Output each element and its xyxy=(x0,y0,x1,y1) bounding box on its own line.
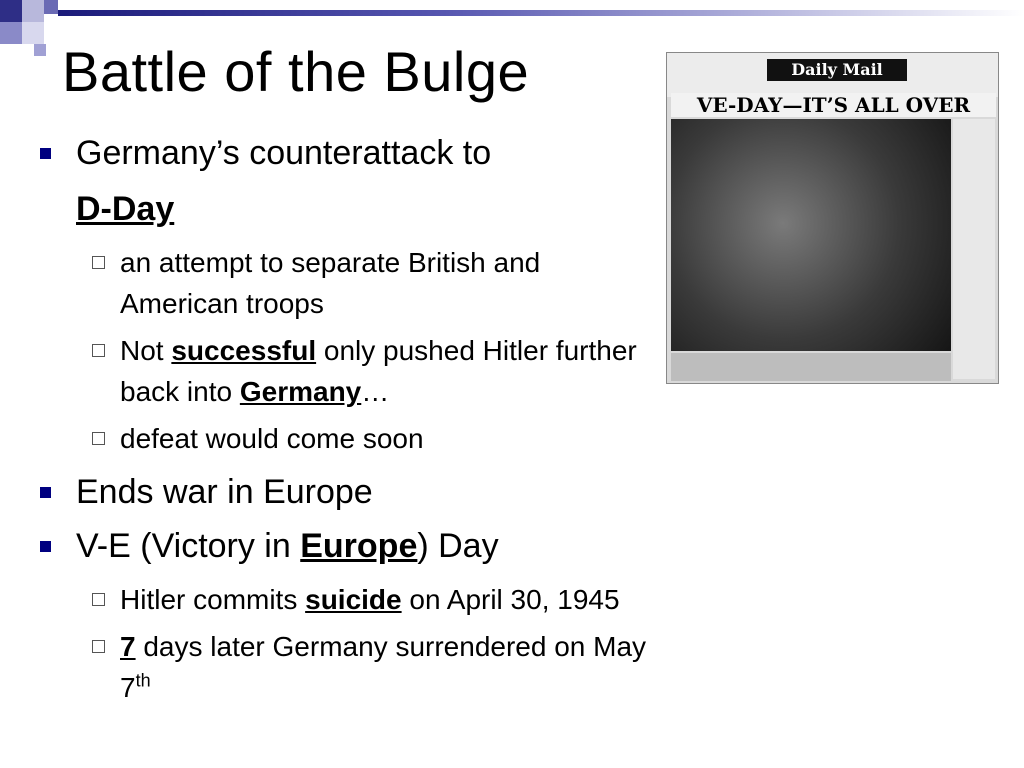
hollow-square-bullet-icon xyxy=(92,432,105,445)
crowd-photo xyxy=(671,119,951,351)
sub-bullet-defeat xyxy=(34,418,654,459)
successful-term: successful xyxy=(171,335,317,366)
sub-bullet-text: only pushed Hitler further back into xyxy=(120,335,637,407)
newspaper-logo: Daily Mail xyxy=(767,59,907,81)
sub-bullet-text: defeat would come soon xyxy=(120,423,424,454)
newspaper-masthead-area xyxy=(667,53,998,97)
square-bullet-icon xyxy=(40,148,51,159)
deco-square xyxy=(0,22,22,44)
suicide-term: suicide xyxy=(305,584,402,615)
bullet-counterattack xyxy=(34,132,654,230)
sub-bullet-hitler xyxy=(34,579,654,620)
hollow-square-bullet-icon xyxy=(92,344,105,357)
deco-square xyxy=(22,0,44,22)
newspaper-lower-section xyxy=(671,353,951,381)
title-rule xyxy=(58,10,1024,16)
d-day-term: D-Day xyxy=(76,190,175,228)
hollow-square-bullet-icon xyxy=(92,593,105,606)
bullet-text: Germany’s counterattack to xyxy=(76,134,492,172)
slide-body xyxy=(34,132,654,714)
deco-square xyxy=(0,0,22,22)
deco-square xyxy=(34,44,46,56)
sub-bullet-text: … xyxy=(361,376,390,407)
newspaper-column xyxy=(953,119,995,379)
bullet-ends-war xyxy=(34,471,654,513)
superscript-th: th xyxy=(135,670,151,691)
europe-term: Europe xyxy=(300,527,418,565)
bullet-ve-day xyxy=(34,525,654,567)
sub-bullet-text: on April 30, 1945 xyxy=(401,584,620,615)
square-bullet-icon xyxy=(40,487,51,498)
slide-title: Battle of the Bulge xyxy=(62,40,530,103)
sub-bullet-not-successful xyxy=(34,330,654,412)
bullet-text: Ends war in Europe xyxy=(76,473,373,511)
germany-term: Germany xyxy=(239,376,362,407)
sub-bullet-separate xyxy=(34,242,654,324)
seven-term: 7 xyxy=(120,631,136,662)
hollow-square-bullet-icon xyxy=(92,256,105,269)
bullet-text: ) Day xyxy=(417,527,499,565)
square-bullet-icon xyxy=(40,541,51,552)
sub-bullet-text: Hitler commits xyxy=(120,584,306,615)
sub-bullet-text: an attempt to separate British and American troops xyxy=(120,247,541,319)
deco-square xyxy=(44,0,58,14)
sub-bullet-surrender xyxy=(34,626,654,708)
hollow-square-bullet-icon xyxy=(92,640,105,653)
newspaper-headline: VE-DAY—IT’S ALL OVER xyxy=(671,93,996,117)
bullet-text: V-E (Victory in xyxy=(76,527,301,565)
sub-bullet-text: Not xyxy=(120,335,172,366)
sub-bullet-text: days later Germany surrendered on May 7 xyxy=(120,631,647,703)
newspaper-image xyxy=(666,52,999,384)
deco-square xyxy=(22,22,44,44)
